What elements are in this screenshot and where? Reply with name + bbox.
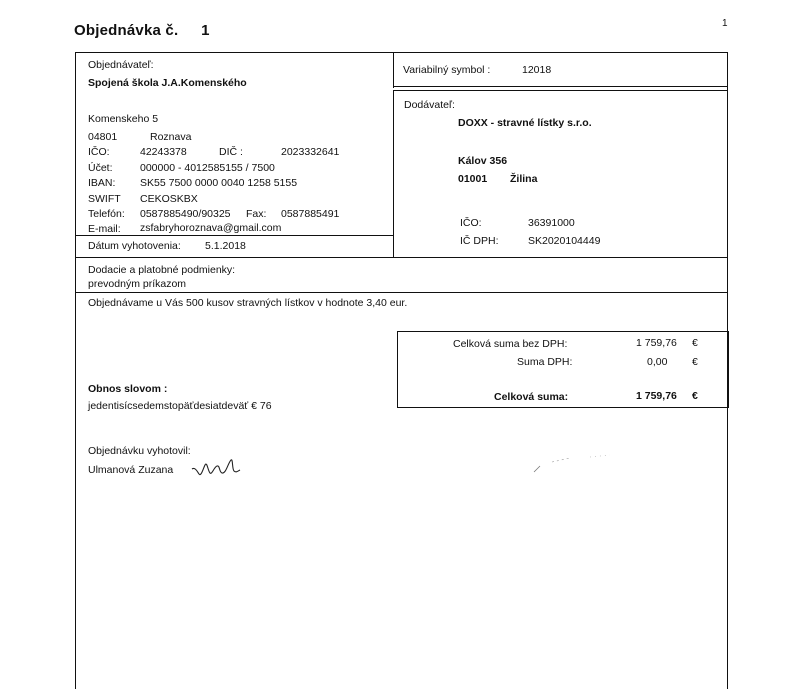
issued-by-label: Objednávku vyhotovil: [88,445,191,457]
supplier-icdph-label: IČ DPH: [460,235,499,247]
vat-currency: € [692,356,698,368]
amount-words-value: jedentisícsedemstopäťdesiatdeväť € 76 [88,400,272,412]
orderer-street: Komenskeho 5 [88,113,159,125]
orderer-swift-label: SWIFT [88,193,121,205]
orderer-divider [393,52,394,88]
orderer-account: 000000 - 4012585155 / 7500 [140,162,275,174]
supplier-city: Žilina [510,173,538,185]
variable-symbol-value: 12018 [522,64,552,76]
orderer-label: Objednávateľ: [88,59,154,71]
orderer-phone: 0587885490/90325 [140,208,231,220]
orderer-dic-label: DIČ : [219,146,243,158]
net-total-currency: € [692,337,698,349]
orderer-dic: 2023332641 [281,146,340,158]
frame-left-border [75,52,76,689]
vat-label: Suma DPH: [517,356,573,368]
issued-by-name: Ulmanová Zuzana [88,464,174,476]
document-title-text: Objednávka č. [74,22,179,39]
page-number: 1 [722,18,728,29]
signature-mark [190,457,242,479]
orderer-email: zsfabryhoroznava@gmail.com [140,222,282,234]
document-title [74,22,210,39]
orderer-fax: 0587885491 [281,208,340,220]
orderer-zip: 04801 [88,131,118,143]
issue-date-label: Dátum vyhotovenia: [88,240,181,252]
orderer-ico: 42243378 [140,146,187,158]
vat-value: 0,00 [647,356,668,368]
supplier-ico-label: IČO: [460,217,482,229]
terms-label: Dodacie a platobné podmienky: [88,264,236,276]
grand-total-currency: € [692,390,698,402]
orderer-phone-label: Telefón: [88,208,125,220]
issue-date-value: 5.1.2018 [205,240,246,252]
orderer-city: Roznava [150,131,192,143]
orderer-email-label: E-mail: [88,223,121,235]
terms-bottom-border [75,292,728,293]
orderer-account-label: Účet: [88,162,113,174]
grand-total-label: Celková suma: [494,391,569,403]
issue-date-bottom-border [75,257,728,258]
document-number: 1 [201,22,210,39]
orderer-fax-label: Fax: [246,208,267,220]
terms-value: prevodným príkazom [88,278,187,290]
amount-words-label: Obnos slovom : [88,383,168,395]
orderer-iban: SK55 7500 0000 0040 1258 5155 [140,177,298,189]
net-total-value: 1 759,76 [636,337,677,349]
orderer-swift: CEKOSKBX [140,193,198,205]
supplier-name: DOXX - stravné lístky s.r.o. [458,117,592,129]
variable-symbol-label: Variabilný symbol : [403,64,491,76]
orderer-iban-label: IBAN: [88,177,116,189]
scan-noise-mark [530,452,620,476]
supplier-ico: 36391000 [528,217,575,229]
order-text: Objednávame u Vás 500 kusov stravných lístkov v hodnote 3,40 eur. [88,297,408,309]
orderer-name: Spojená škola J.A.Komenského [88,77,247,89]
supplier-street: Kálov 356 [458,155,508,167]
varsymbol-bottom-border [393,86,728,87]
supplier-zip: 01001 [458,173,488,185]
grand-total-value: 1 759,76 [636,390,677,402]
net-total-label: Celková suma bez DPH: [453,338,568,350]
supplier-icdph: SK2020104449 [528,235,601,247]
orderer-ico-label: IČO: [88,146,110,158]
frame-top-border [75,52,728,53]
supplier-box [393,90,728,258]
supplier-label: Dodávateľ: [404,99,455,111]
issue-date-top-border [75,235,393,236]
